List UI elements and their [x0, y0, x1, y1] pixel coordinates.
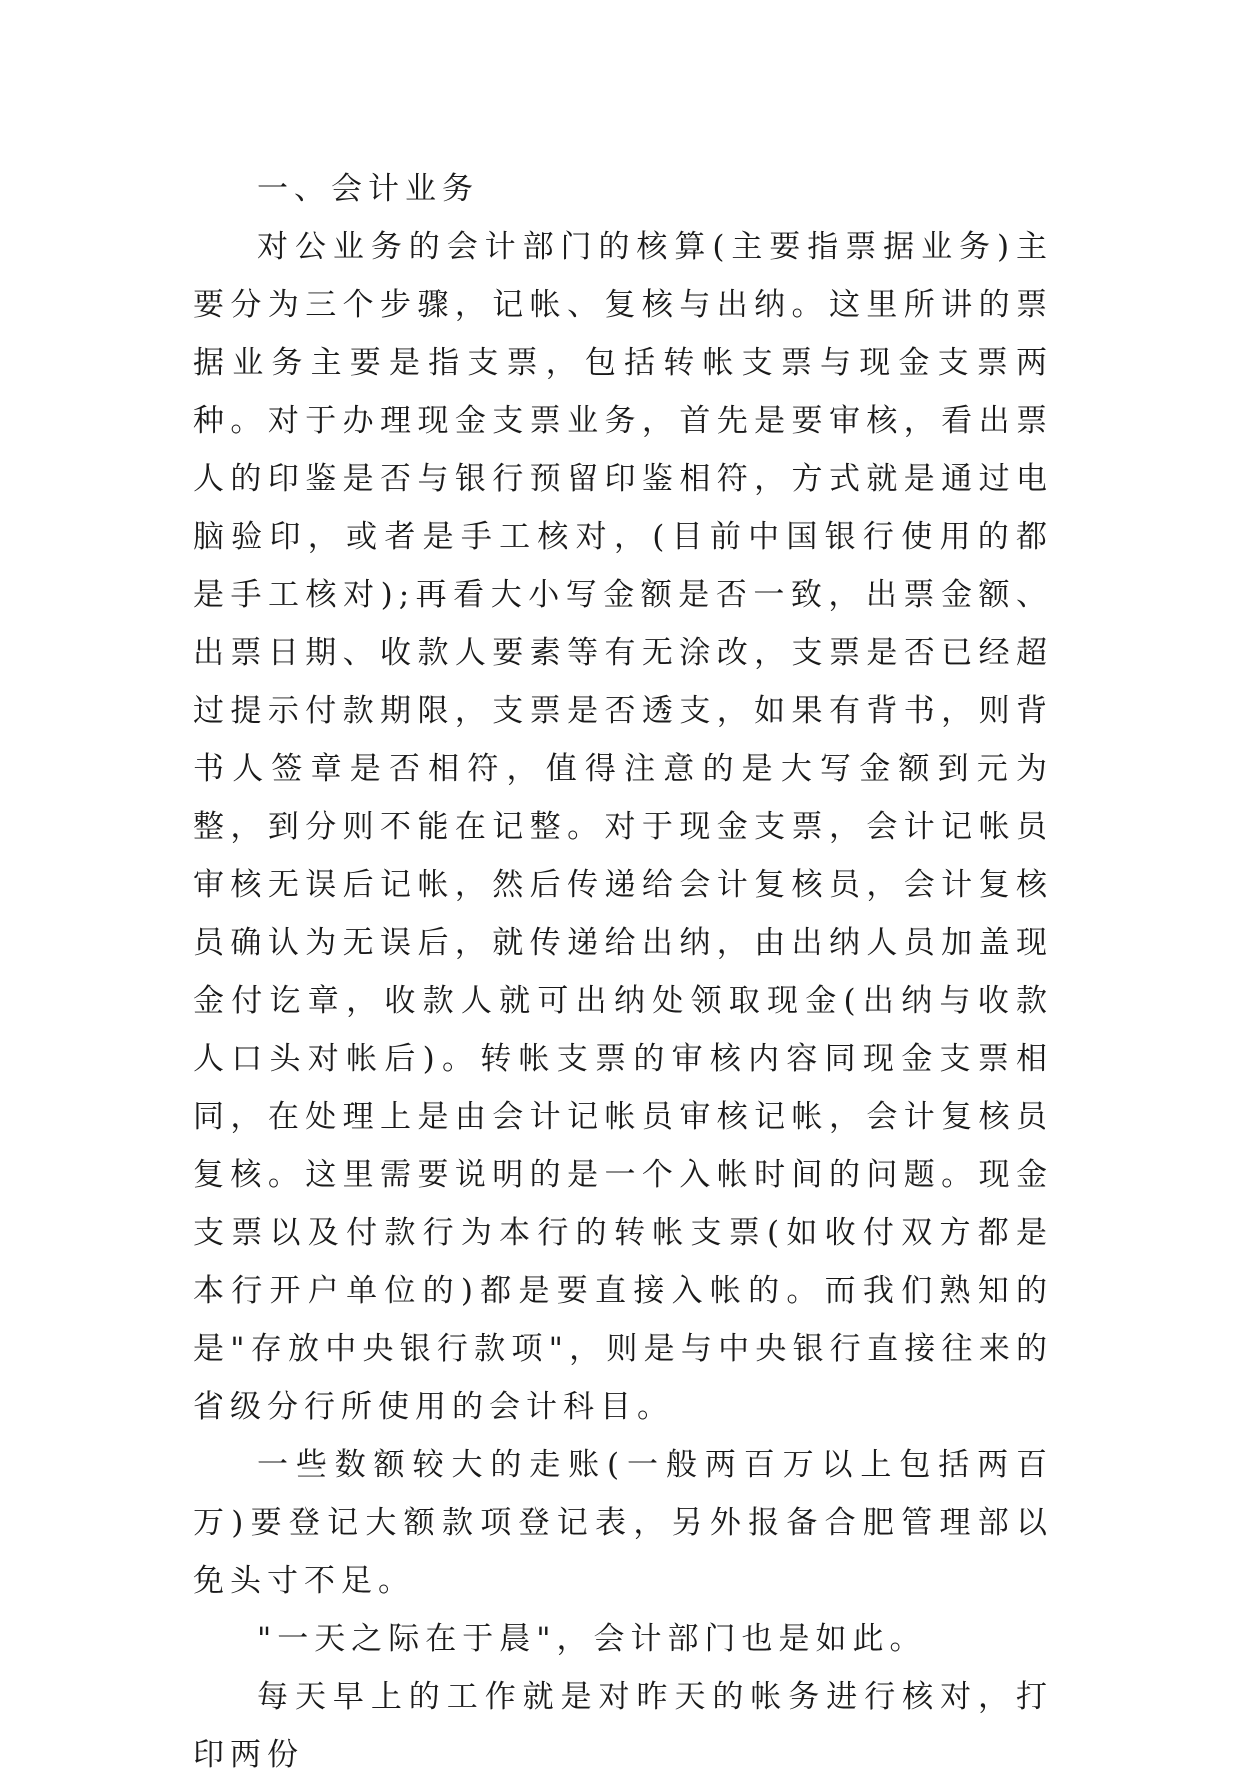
paragraph-4: 每天早上的工作就是对昨天的帐务进行核对，打印两份: [193, 1679, 1053, 1773]
paragraph-1: 对公业务的会计部门的核算(主要指票据业务)主要分为三个步骤，记帐、复核与出纳。这里所讲的票据业务主要是指支票，包括转帐支票与现金支票两种。对于办理现金支票业务，首先是要审核，看出票人的印鉴是否与银行预留印鉴相符，方式就是通过电脑验印，或者是手工核对，(目前中国银行使用的都是手工核对);再看大小写金额是否一致，出票金额、出票日期、收款人要素等有无涂改，支票是否已经超过提示付款期限，支票是否透支，如果有背书，则背书人签章是否相符，值得注意的是大写金额到元为整，到分则不能在记整。对于现金支票，会计记帐员审核无误后记帐，然后传递给会计复核员，会计复核员确认为无误后，就传递给出纳，由出纳人员加盖现金付讫章，收款人就可出纳处领取现金(出纳与收款人口头对帐后)。转帐支票的审核内容同现金支票相同，在处理上是由会计记帐员审核记帐，会计复核员复核。这里需要说明的是一个入帐时间的问题。现金支票以及付款行为本行的转帐支票(如收付双方都是本行开户单位的)都是要直接入帐的。而我们熟知的是"存放中央银行款项"，则是与中央银行直接往来的省级分行所使用的会计科目。: [193, 229, 1053, 1425]
paragraph-3: "一天之际在于晨"，会计部门也是如此。: [257, 1621, 927, 1657]
paragraph-2: 一些数额较大的走账(一般两百万以上包括两百万)要登记大额款项登记表，另外报备合肥管理部以免头寸不足。: [193, 1447, 1053, 1599]
document-page: [193, 160, 1053, 1784]
section-heading: 一、会计业务: [257, 171, 479, 207]
